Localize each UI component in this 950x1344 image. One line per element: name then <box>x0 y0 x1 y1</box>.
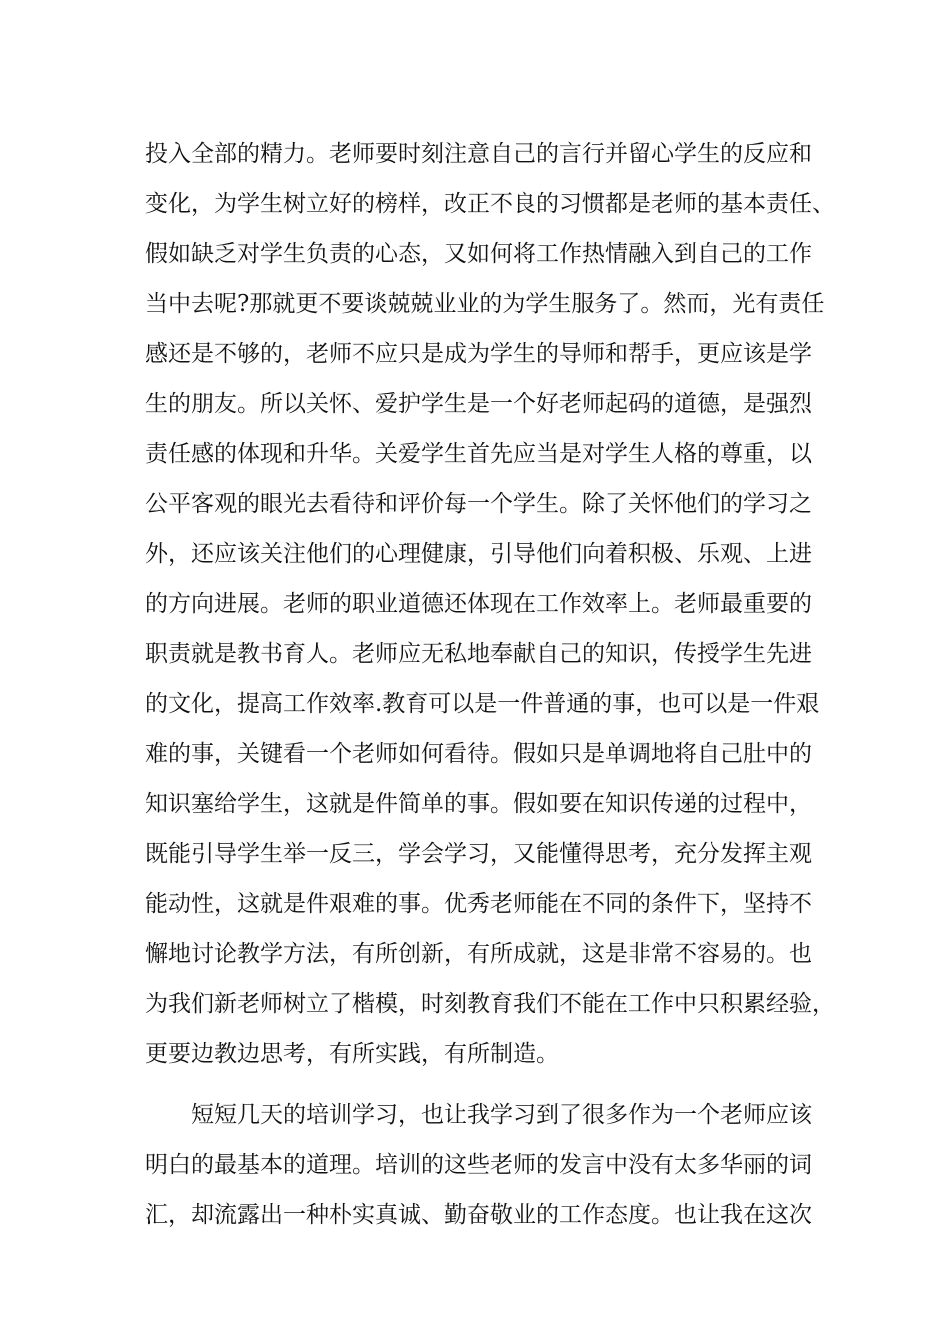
text-line: 难的事，关键看一个老师如何看待。假如只是单调地将自己肚中的 <box>145 741 812 767</box>
text-line: 懈地讨论教学方法，有所创新，有所成就，这是非常不容易的。也 <box>145 941 812 967</box>
text-line: 感还是不够的，老师不应只是成为学生的导师和帮手，更应该是学 <box>145 341 812 367</box>
text-line: 假如缺乏对学生负责的心态，又如何将工作热情融入到自己的工作 <box>145 241 812 267</box>
text-line: 汇，却流露出一种朴实真诚、勤奋敬业的工作态度。也让我在这次 <box>145 1202 812 1228</box>
text-line: 外，还应该关注他们的心理健康，引导他们向着积极、乐观、上进 <box>145 541 812 567</box>
text-line: 既能引导学生举一反三，学会学习，又能懂得思考，充分发挥主观 <box>145 841 812 867</box>
body-text <box>145 129 835 1240</box>
text-line: 短短几天的培训学习，也让我学习到了很多作为一个老师应该 <box>145 1102 812 1128</box>
text-line: 生的朋友。所以关怀、爱护学生是一个好老师起码的道德，是强烈 <box>145 391 812 417</box>
paragraph-2 <box>145 1090 835 1240</box>
text-line: 明白的最基本的道理。培训的这些老师的发言中没有太多华丽的词 <box>145 1152 812 1178</box>
paragraph-1 <box>145 129 835 1079</box>
text-line: 投入全部的精力。老师要时刻注意自己的言行并留心学生的反应和 <box>145 141 812 167</box>
paragraph-gap <box>145 1079 835 1090</box>
text-line: 当中去呢?那就更不要谈兢兢业业的为学生服务了。然而，光有责任 <box>145 291 825 317</box>
text-line: 的文化，提高工作效率.教育可以是一件普通的事，也可以是一件艰 <box>145 691 820 717</box>
text-line: 能动性，这就是件艰难的事。优秀老师能在不同的条件下，坚持不 <box>145 891 812 917</box>
text-line: 为我们新老师树立了楷模，时刻教育我们不能在工作中只积累经验， <box>145 991 835 1017</box>
text-line: 责任感的体现和升华。关爱学生首先应当是对学生人格的尊重，以 <box>145 441 812 467</box>
text-line: 变化，为学生树立好的榜样，改正不良的习惯都是老师的基本责任、 <box>145 191 835 217</box>
text-line: 公平客观的眼光去看待和评价每一个学生。除了关怀他们的学习之 <box>145 491 812 517</box>
text-line: 知识塞给学生，这就是件简单的事。假如要在知识传递的过程中， <box>145 791 812 817</box>
text-line: 职责就是教书育人。老师应无私地奉献自己的知识，传授学生先进 <box>145 641 812 667</box>
text-line: 的方向进展。老师的职业道德还体现在工作效率上。老师最重要的 <box>145 591 812 617</box>
text-line: 更要边教边思考，有所实践，有所制造。 <box>145 1041 559 1067</box>
